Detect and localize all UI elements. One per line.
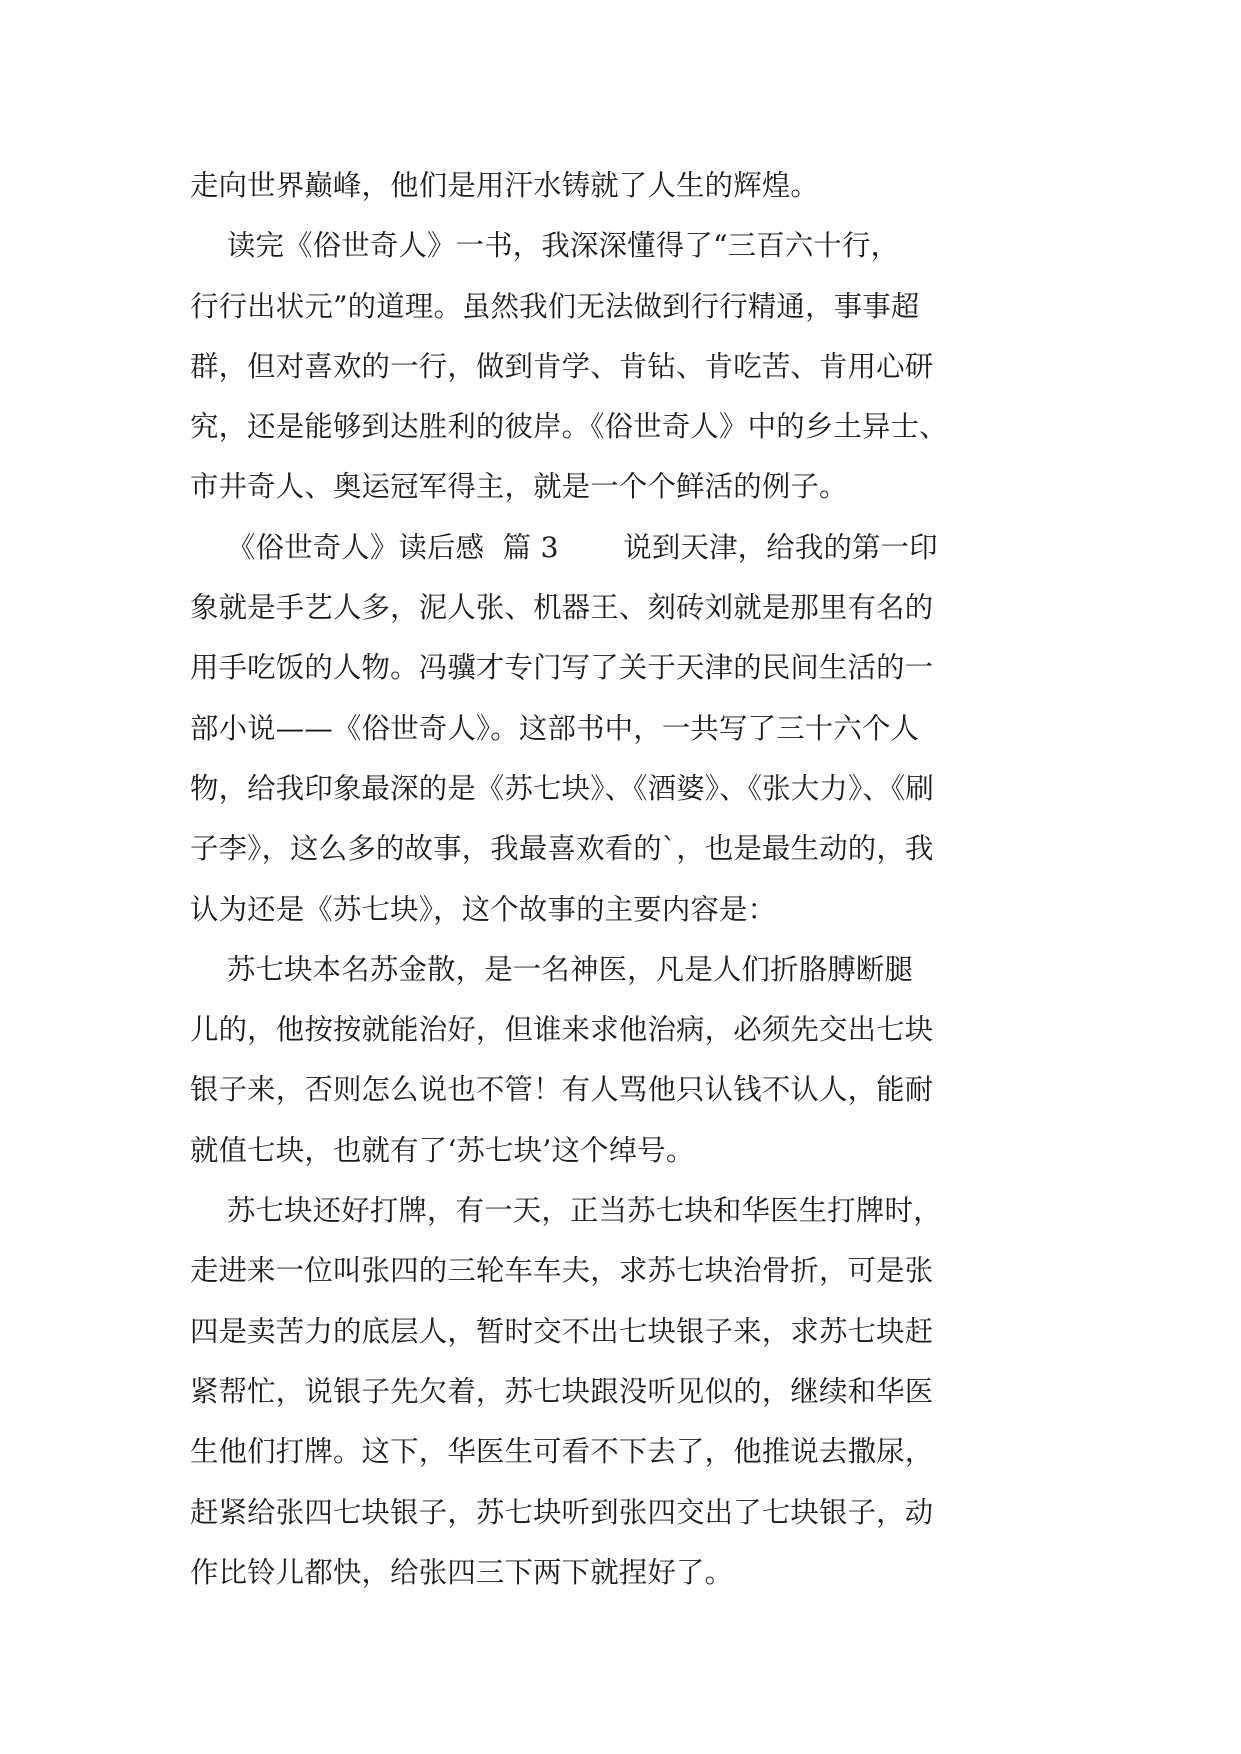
text-line: 走进来一位叫张四的三轮车车夫，求苏七块治骨折，可是张: [190, 1254, 934, 1288]
text-line: 紧帮忙，说银子先欠着，苏七块跟没听见似的，继续和华医: [190, 1374, 934, 1408]
text-line: 《俗世奇人》读后感 篇 3 说到天津，给我的第一印: [190, 530, 938, 564]
text-line: 象就是手艺人多，泥人张、机器王、刻砖刘就是那里有名的: [190, 591, 934, 625]
text-line: 苏七块本名苏金散，是一名神医，凡是人们折胳膊断腿: [190, 952, 914, 986]
text-line: 四是卖苦力的底层人，暂时交不出七块银子来，求苏七块赶: [190, 1314, 934, 1348]
text-line: 苏七块还好打牌，有一天，正当苏七块和华医生打牌时，: [190, 1194, 942, 1228]
text-line: 群，但对喜欢的一行，做到肯学、肯钻、肯吃苦、肯用心研: [190, 349, 934, 383]
text-line: 就值七块，也就有了‘苏七块’这个绰号。: [190, 1133, 695, 1167]
text-line: 部小说——《俗世奇人》。这部书中，一共写了三十六个人: [190, 711, 920, 745]
text-line: 走向世界巅峰，他们是用汗水铸就了人生的辉煌。: [190, 169, 819, 202]
text-line: 生他们打牌。这下，华医生可看不下去了，他推说去撒尿，: [190, 1435, 934, 1469]
text-line: 读完《俗世奇人》一书，我深深懂得了“三百六十行，: [190, 229, 900, 263]
body-text: [190, 156, 1060, 1603]
text-line: 认为还是《苏七块》，这个故事的主要内容是：: [190, 892, 777, 926]
text-line: 赶紧给张四七块银子，苏七块听到张四交出了七块银子，动: [190, 1495, 934, 1529]
text-line: 物，给我印象最深的是《苏七块》、《酒婆》、《张大力》、《刷: [190, 771, 934, 805]
text-line: 作比铃儿都快，给张四三下两下就捏好了。: [190, 1555, 734, 1589]
text-line: 儿的，他按按就能治好，但谁来求他治病，必须先交出七块: [190, 1013, 934, 1047]
text-line: 市井奇人、奥运冠军得主，就是一个个鲜活的例子。: [190, 470, 848, 504]
text-line: 用手吃饭的人物。冯骥才专门写了关于天津的民间生活的一: [190, 651, 934, 685]
text-line: 究，还是能够到达胜利的彼岸。《俗世奇人》中的乡土异士、: [190, 410, 948, 444]
text-line: 行行出状元”的道理。虽然我们无法做到行行精通，事事超: [190, 289, 920, 323]
text-line: 银子来，否则怎么说也不管！有人骂他只认钱不认人，能耐: [190, 1073, 934, 1107]
text-line: 子李》，这么多的故事，我最喜欢看的`，也是最生动的，我: [190, 832, 934, 866]
